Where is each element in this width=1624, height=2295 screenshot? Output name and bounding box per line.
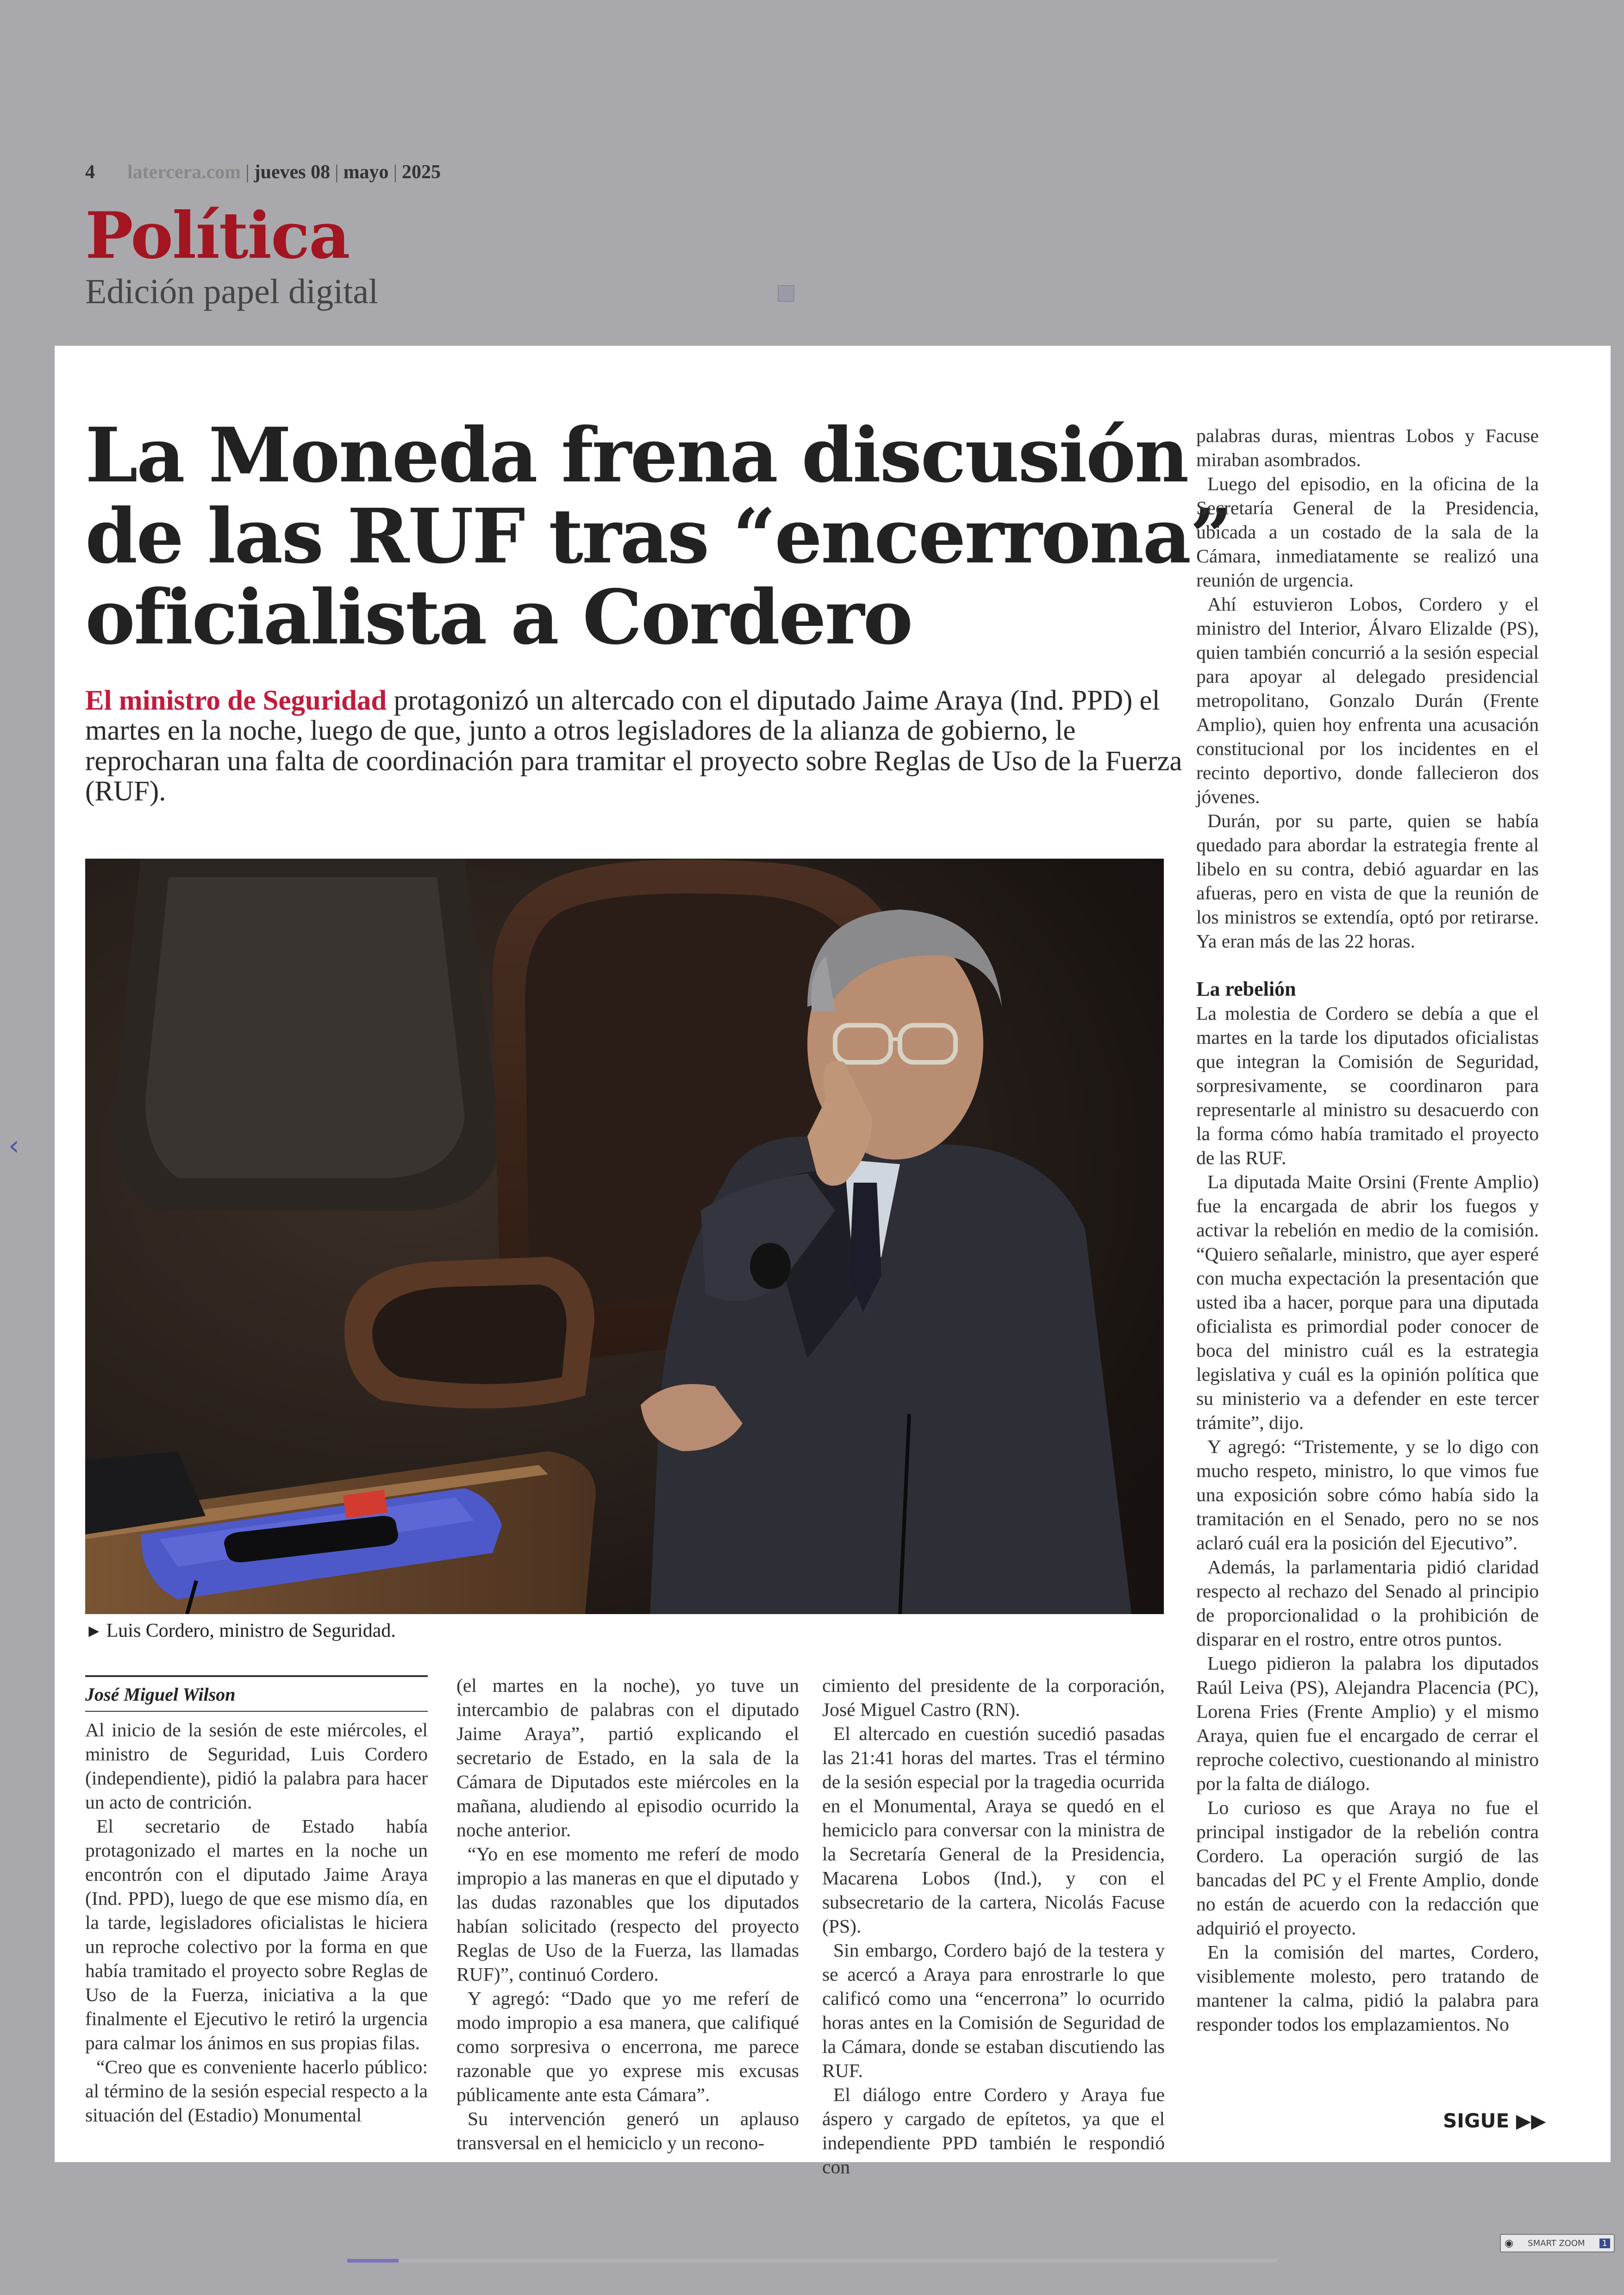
paragraph: La molestia de Cordero se debía a que el martes en la tarde los diputados oficialistas que integran la Comisión de Seguridad, sorpresivamente, se coordinaron para representarle al ministro su desacuerdo con la forma cómo había tramitado el proyecto de las RUF. — [1196, 1003, 1539, 1168]
issue-year: 2025 — [401, 162, 441, 183]
smart-zoom-button[interactable] — [1500, 2234, 1615, 2252]
paragraph: Durán, por su parte, quien se había quedado para abordar la estrategia frente al libelo en su contra, debió aguardar en las afueras, pero en vista de que la reunión de los ministros se extendía, optó por retirarse. Ya eran más de las 22 horas. — [1196, 810, 1539, 952]
paragraph: Además, la parlamentaria pidió claridad respecto al rechazo del Senado al principio de proporcionalidad o la prohibición de disparar en el rostro, entre otros puntos. — [1196, 1556, 1539, 1650]
paragraph: Luego del episodio, en la oficina de la Secretaría General de la Presidencia, ubicada a un costado de la sala de la Cámara, inmediatamente se realizó una reunión de urgencia. — [1196, 473, 1539, 591]
prev-page-arrow-icon[interactable]: ‹ — [8, 1129, 19, 1162]
photo-illustration — [85, 859, 1164, 1614]
caption-arrow-icon: ► — [85, 1621, 103, 1641]
issue-day: jueves 08 — [254, 162, 331, 183]
page-number: 4 — [85, 162, 95, 183]
paragraph: El altercado en cuestión sucedió pasadas las 21:41 horas del martes. Tras el término de la sesión especial por la tragedia ocurrida en el Monumental, Araya se quedó en el hemiciclo para conversar con la ministra de la Secretaría General de la Presidencia, Macarena Lobos (Ind.), y con el subsecretario de la cartera, Nicolás Facuse (PS). — [822, 1723, 1165, 1937]
paragraph: Sin embargo, Cordero bajó de la testera y se acercó a Araya para enrostrarle lo que calificó como una “encerrona” lo ocurrido horas antes en la Comisión de Seguridad de la Cámara, donde se estaban discutiendo las RUF. — [822, 1940, 1165, 2081]
paragraph: Lo curioso es que Araya no fue el principal instigador de la rebelión contra Cordero. La operación surgió de las bancadas del PC y el Frente Amplio, donde no están de acuerdo con la redacción que adquirió el proyecto. — [1196, 1797, 1539, 1939]
page-meta: 4 latercera.com | jueves 08 | mayo | 2025 — [85, 162, 441, 183]
issue-month: mayo — [343, 162, 389, 183]
newspaper-page — [55, 346, 1611, 2177]
paragraph: Luego pidieron la palabra los diputados Raúl Leiva (PS), Alejandra Placencia (PC), Lorena Fries (Frente Amplio) y el mismo Araya, quien fue el encargado de cerrar el reproche colectivo, cuestionando al ministro por la falta de diálogo. — [1196, 1653, 1539, 1794]
byline: José Miguel Wilson — [85, 1675, 428, 1712]
paragraph: Ahí estuvieron Lobos, Cordero y el ministro del Interior, Álvaro Elizalde (PS), quien también concurrió a la sesión especial para apoyar al delegado presidencial metropolitano, Gonzalo Durán (Frente Amplio), quien hoy enfrenta una acusación constitucional por los incidentes en el recinto deportivo, donde fallecieron dos jóvenes. — [1196, 593, 1539, 807]
paragraph: La diputada Maite Orsini (Frente Amplio) fue la encargada de abrir los fuegos y activar la rebelión en medio de la comisión. “Quiero señalarle, ministro, que ayer esperé con mucha expectación la presentación que usted iba a hacer, porque para una diputada oficialista es primordial poder conocer de boca del ministro cuál es la estrategia legislativa y cuál es la opinión política que su ministerio va a defender en este tercer trámite”, dijo. — [1196, 1171, 1539, 1433]
paragraph: “Yo en ese momento me referí de modo impropio a las maneras en que el diputado y las dudas razonables que los diputados habían solicitado (respecto del proyecto Reglas de Uso de la Fuerza, las llamadas RUF)”, continuó Cordero. — [456, 1843, 799, 1985]
caption-text: Luis Cordero, ministro de Seguridad. — [106, 1620, 396, 1641]
headline-line: La Moneda frena discusión — [85, 412, 1188, 499]
photo-caption — [85, 1620, 1164, 1642]
article-column-2 — [456, 1673, 799, 2155]
paragraph: Y agregó: “Dado que yo me referí de modo impropio a esa manera, que califiqué como sorpresiva o encerrona, me parece razonable que yo exprese mis excusas públicamente ante esta Cámara”. — [456, 1988, 799, 2105]
paragraph: El diálogo entre Cordero y Araya fue áspero y cargado de epítetos, ya que el independiente PPD también le respondió con — [822, 2084, 1165, 2177]
eye-icon: ◉ — [1505, 2237, 1514, 2249]
paragraph: Su intervención generó un aplauso transversal en el hemiciclo y un recono- — [456, 2108, 799, 2153]
continue-label: SIGUE ▶▶ — [1443, 2109, 1546, 2132]
smart-zoom-label: SMART ZOOM — [1528, 2238, 1585, 2248]
smart-zoom-value: 1 — [1599, 2239, 1610, 2248]
lede-kicker: El ministro de Seguridad — [85, 685, 387, 716]
article-column-1 — [85, 1718, 428, 2127]
article-lede — [85, 686, 1196, 806]
page-thumb-icon[interactable] — [778, 285, 794, 302]
paragraph: En la comisión del martes, Cordero, visiblemente molesto, pero tratando de mantener la calma, pidió la palabra para responder todos los emplazamientos. No — [1196, 1941, 1539, 2035]
section-title: Política — [85, 198, 350, 273]
paragraph: Y agregó: “Tristemente, y se lo digo con mucho respeto, ministro, lo que vimos fue una exposición sobre cómo había sido la tramitación en el Senado, pero no se nos aclaró cuál era la posición del Ejecutivo”. — [1196, 1436, 1539, 1553]
paragraph: El secretario de Estado había protagonizado el martes en la noche un encontrón con el diputado Jaime Araya (Ind. PPD), luego de que ese mismo día, en la tarde, legisladores oficialistas le hiciera un reproche colectivo por la forma en que había tramitado el proyecto sobre Reglas de Uso de la Fuerza, iniciativa a la que finalmente el Ejecutivo le retiró la urgencia para calmar los ánimos en sus propias filas. — [85, 1815, 428, 2053]
site-name: latercera.com — [127, 162, 241, 183]
page-progress-fill — [347, 2259, 399, 2263]
paragraph: Al inicio de la sesión de este miércoles, el ministro de Seguridad, Luis Cordero (independiente), pidió la palabra para hacer un acto de contrición. — [85, 1719, 428, 1813]
subheading: La rebelión — [1196, 978, 1296, 1000]
page-progress-bar[interactable] — [347, 2259, 1278, 2263]
headline-line: oficialista a Cordero — [85, 573, 912, 661]
article-photo — [85, 859, 1164, 1614]
headline-line: de las RUF tras “encerrona” — [85, 492, 1232, 580]
paragraph: “Creo que es conveniente hacerlo público: al término de la sesión especial respecto a la situación del (Estadio) Monumental — [85, 2056, 428, 2126]
article-column-4 — [1196, 424, 1539, 2036]
article-column-3 — [822, 1673, 1165, 2179]
edition-label: Edición papel digital — [85, 272, 379, 311]
lede-text: protagonizó un altercado con el diputado Jaime Araya (Ind. PPD) el martes en la noche, luego de que, junto a otros legisladores de la alianza de gobierno, le reprocharan una falta de coordinación para tramitar el proyecto sobre Reglas de Uso de la Fuerza (RUF). — [85, 685, 1182, 807]
paragraph: palabras duras, mientras Lobos y Facuse miraban asombrados. — [1196, 425, 1539, 470]
paragraph: cimiento del presidente de la corporación, José Miguel Castro (RN). — [822, 1675, 1165, 1720]
paragraph: (el martes en la noche), yo tuve un intercambio de palabras con el diputado Jaime Araya”, partió explicando el secretario de Estado, en la sala de la Cámara de Diputados este miércoles en la mañana, aludiendo al episodio ocurrido la noche anterior. — [456, 1675, 799, 1840]
article-headline — [85, 412, 1232, 661]
